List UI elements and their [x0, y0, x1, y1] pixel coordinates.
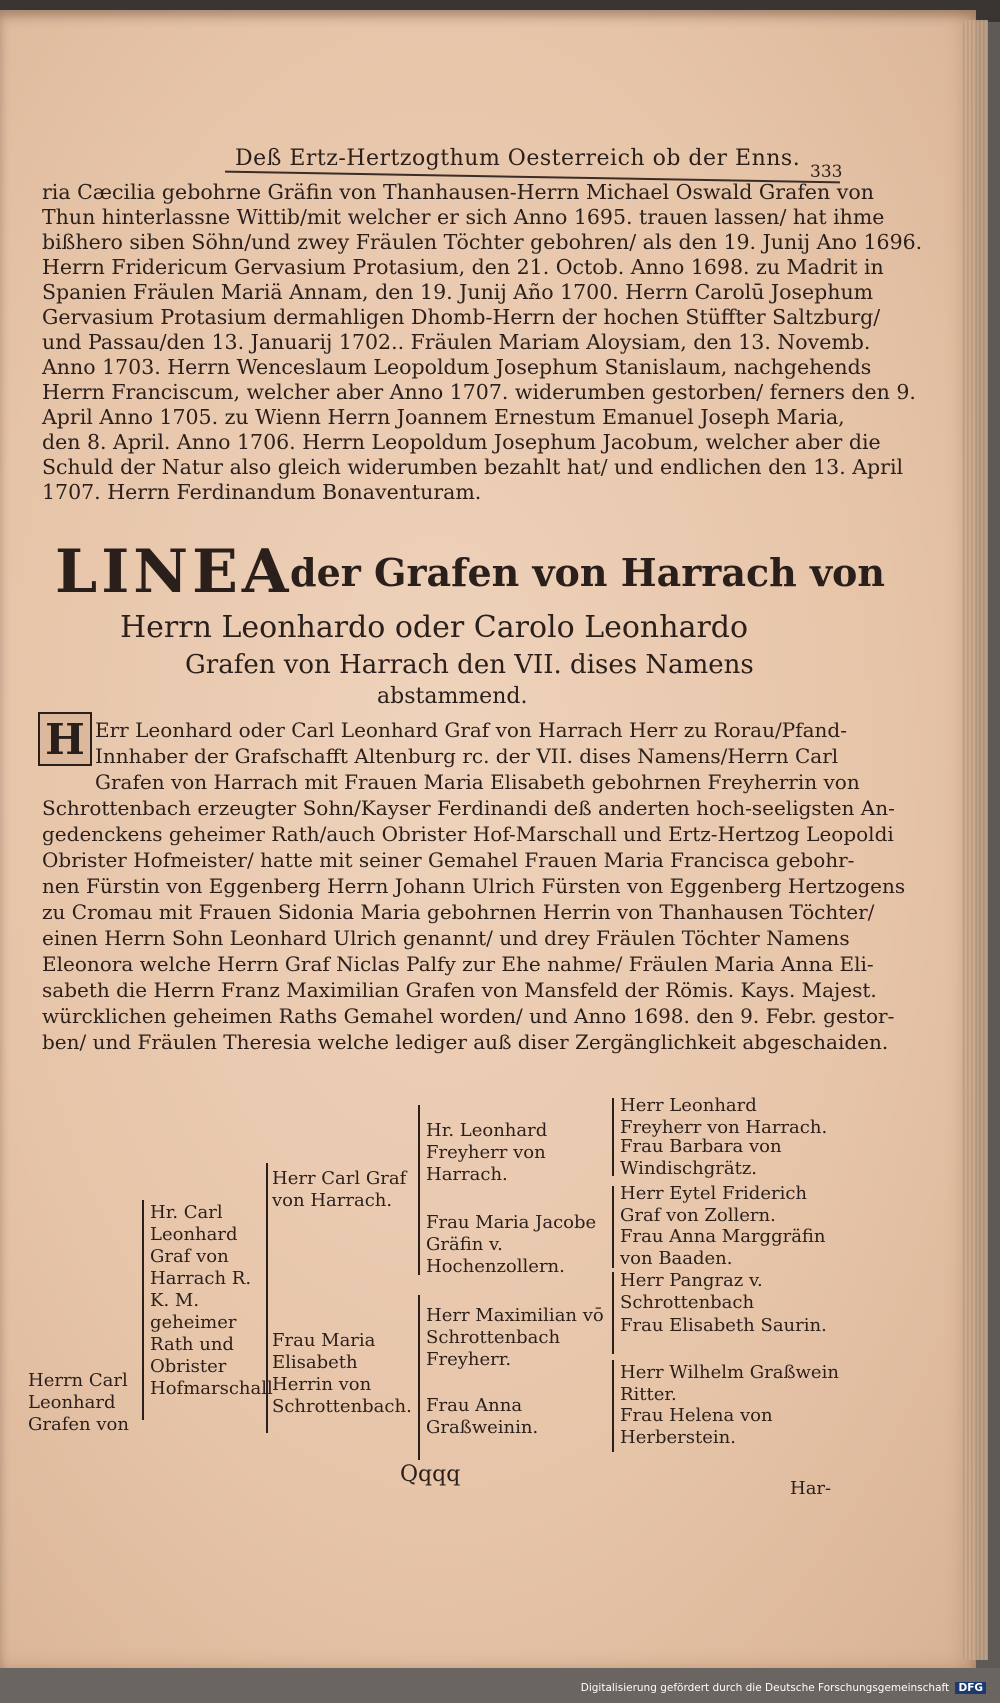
title-line-2: Herrn Leonhardo oder Carolo Leonhardo — [120, 610, 749, 645]
paragraph-line: einen Herrn Sohn Leonhard Ulrich genannt/ und drey Fräulen Töchter Namens — [42, 926, 850, 950]
tree-brace — [612, 1272, 614, 1354]
tree-root: Herrn Carl Leonhard Grafen von — [28, 1370, 129, 1435]
tree-ff-father: Hr. Leonhard Freyherr von Harrach. — [426, 1120, 548, 1185]
body-line: Herrn Fridericum Gervasium Protasium, den 21. Octob. Anno 1698. zu Madrit in — [42, 255, 884, 279]
title-linea: LINEA — [55, 537, 293, 607]
body-line: Herrn Franciscum, welcher aber Anno 1707. widerumben gestorben/ ferners den 9. — [42, 380, 916, 404]
tree-mm: Frau Anna Graßweinin. — [426, 1395, 539, 1438]
paragraph-line: sabeth die Herrn Franz Maximilian Grafen von Mansfeld der Römis. Kays. Majest. — [42, 978, 877, 1002]
tree-g3: Herr Eytel Friderich Graf von Zollern. — [620, 1183, 808, 1226]
title-rest: der Grafen von Harrach von — [290, 550, 885, 595]
running-head: Deß Ertz-Hertzogthum Oesterreich ob der Enns. — [235, 146, 801, 171]
title-line-3: Grafen von Harrach den VII. dises Namens — [185, 650, 754, 680]
catchword: Har- — [790, 1478, 832, 1499]
tree-g7: Herr Wilhelm Graßwein Ritter. — [620, 1362, 839, 1405]
tree-g4: Frau Anna Marggräfin von Baaden. — [620, 1226, 826, 1269]
paragraph-line: ben/ und Fräulen Theresia welche lediger auß diser Zergänglichkeit abgeschaiden. — [42, 1030, 889, 1054]
paragraph-line: Eleonora welche Herrn Graf Niclas Palfy zur Ehe nahme/ Fräulen Maria Anna Eli- — [42, 952, 874, 976]
body-line: ria Cæcilia gebohrne Gräfin von Thanhausen-Herrn Michael Oswald Grafen von — [42, 180, 874, 204]
tree-ff-mother: Frau Maria Jacobe Gräfin v. Hochenzollern. — [426, 1212, 597, 1277]
tree-mf: Herr Maximilian vō Schrottenbach Freyherr. — [426, 1305, 604, 1370]
footer-text: Digitalisierung gefördert durch die Deutsche Forschungsgemeinschaft — [580, 1682, 950, 1694]
body-line: bißhero siben Söhn/und zwey Fräulen Töchter gebohren/ als den 19. Junij Ano 1696. — [42, 230, 923, 254]
paragraph-line: würcklichen geheimen Raths Gemahel worden/ und Anno 1698. den 9. Febr. gestor- — [42, 1004, 895, 1028]
tree-g1: Herr Leonhard Freyherr von Harrach. — [620, 1095, 828, 1138]
dfg-logo-icon: DFG — [955, 1682, 986, 1694]
title-line-4: abstammend. — [377, 684, 528, 709]
paragraph-line: nen Fürstin von Eggenberg Herrn Johann Ulrich Fürsten von Eggenberg Hertzogens — [42, 874, 906, 898]
paragraph-line: Err Leonhard oder Carl Leonhard Graf von Harrach Herr zu Rorau/Pfand- — [95, 718, 847, 742]
body-line: 1707. Herrn Ferdinandum Bonaventuram. — [42, 480, 482, 504]
tree-father: Hr. Carl Leonhard Graf von Harrach R. K. M. geheimer Rath und Obrister Hofmarschall — [150, 1202, 273, 1399]
body-line: und Passau/den 13. Januarij 1702.. Fräulen Mariam Aloysiam, den 13. Novemb. — [42, 330, 871, 354]
tree-paternal-grandfather: Herr Carl Graf von Harrach. — [272, 1168, 407, 1211]
body-line: Thun hinterlassne Wittib/mit welcher er sich Anno 1695. trauen lassen/ hat ihme — [42, 205, 885, 229]
tree-brace — [418, 1105, 420, 1275]
page-number: 333 — [810, 162, 843, 182]
paragraph-line: zu Cromau mit Frauen Sidonia Maria gebohrnen Herrin von Thanhausen Töchter/ — [42, 900, 875, 924]
tree-brace — [418, 1295, 420, 1460]
tree-brace — [142, 1200, 144, 1420]
tree-brace — [612, 1098, 614, 1176]
tree-brace — [266, 1163, 268, 1433]
body-line: Spanien Fräulen Mariä Annam, den 19. Junij Año 1700. Herrn Carolū Josephum — [42, 280, 874, 304]
decorated-initial: H — [38, 712, 92, 766]
body-line: Schuld der Natur also gleich widerumben bezahlt hat/ und endlichen den 13. April — [42, 455, 904, 479]
paragraph-line: Innhaber der Grafschafft Altenburg rc. der VII. dises Namens/Herrn Carl — [95, 744, 839, 768]
tree-g6: Frau Elisabeth Saurin. — [620, 1315, 827, 1336]
tree-mother: Frau Maria Elisabeth Herrin von Schrottenbach. — [272, 1330, 412, 1417]
body-line: den 8. April. Anno 1706. Herrn Leopoldum Josephum Jacobum, welcher aber die — [42, 430, 881, 454]
tree-g8: Frau Helena von Herberstein. — [620, 1405, 773, 1448]
paragraph-line: Schrottenbach erzeugter Sohn/Kayser Ferdinandi deß anderten hoch-seeligsten An- — [42, 796, 895, 820]
page-edges — [962, 20, 988, 1660]
body-line: Anno 1703. Herrn Wenceslaum Leopoldum Josephum Stanislaum, nachgehends — [42, 355, 872, 379]
footer-credit — [581, 1682, 986, 1694]
body-line: Gervasium Protasium dermahligen Dhomb-Herrn der hochen Stüffter Saltzburg/ — [42, 305, 881, 329]
tree-g2: Frau Barbara von Windischgrätz. — [620, 1136, 782, 1179]
paragraph-line: Grafen von Harrach mit Frauen Maria Elisabeth gebohrnen Freyherrin von — [95, 770, 860, 794]
tree-g5: Herr Pangraz v. Schrottenbach — [620, 1270, 763, 1313]
tree-brace — [612, 1360, 614, 1452]
paragraph-line: Obrister Hofmeister/ hatte mit seiner Gemahel Frauen Maria Francisca gebohr- — [42, 848, 855, 872]
body-line: April Anno 1705. zu Wienn Herrn Joannem Ernestum Emanuel Joseph Maria, — [42, 405, 845, 429]
signature-mark: Qqqq — [400, 1462, 461, 1487]
paragraph-line: gedenckens geheimer Rath/auch Obrister Hof-Marschall und Ertz-Hertzog Leopoldi — [42, 822, 894, 846]
tree-brace — [612, 1186, 614, 1268]
